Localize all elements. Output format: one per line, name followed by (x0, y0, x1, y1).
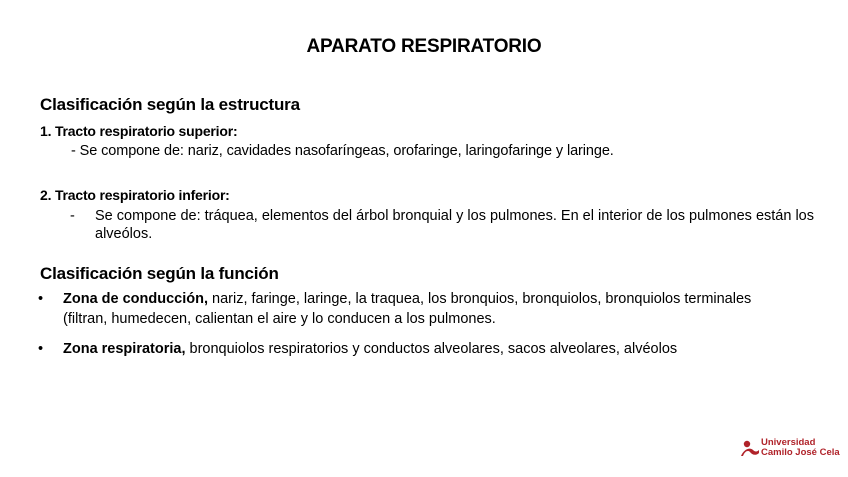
function-heading: Clasificación según la función (40, 264, 279, 283)
term-respiratory: Zona respiratoria, (63, 341, 186, 357)
list-item-text (63, 339, 798, 359)
upper-tract-text: - Se compone de: nariz, cavidades nasofaríngeas, orofaringe, laringofaringe y laringe. (71, 143, 614, 159)
structure-heading: Clasificación según la estructura (40, 95, 300, 114)
bullet-icon: • (38, 291, 44, 307)
term-conduction: Zona de conducción, (63, 291, 209, 307)
lower-tract-text: Se compone de: tráquea, elementos del árbol bronquial y los pulmones. En el interior de los pulmones están los alveólos. (95, 208, 814, 242)
list-item-text (63, 289, 798, 329)
respiratory-description: bronquiolos respiratorios y conductos alveolares, sacos alveolares, alvéolos (185, 341, 678, 357)
logo-line2: Camilo José Cela (761, 447, 840, 458)
upper-tract-label: 1. Tracto respiratorio superior: (40, 123, 238, 139)
dash-marker: - (70, 208, 75, 224)
logo-line1: Universidad (761, 437, 816, 448)
bullet-icon: • (38, 341, 44, 357)
lower-tract-label: 2. Tracto respiratorio inferior: (40, 187, 230, 203)
conduction-description: nariz, faringe, laringe, la traquea, los bronquios, bronquiolos, bronquiolos terminales (filtran, humedecen, calientan el aire y lo conducen a los pulmones. (63, 291, 752, 327)
university-logo (740, 436, 840, 462)
logo-text (761, 438, 840, 458)
slide-title: APARATO RESPIRATORIO (306, 36, 542, 57)
ucjc-logo-icon (740, 438, 760, 458)
